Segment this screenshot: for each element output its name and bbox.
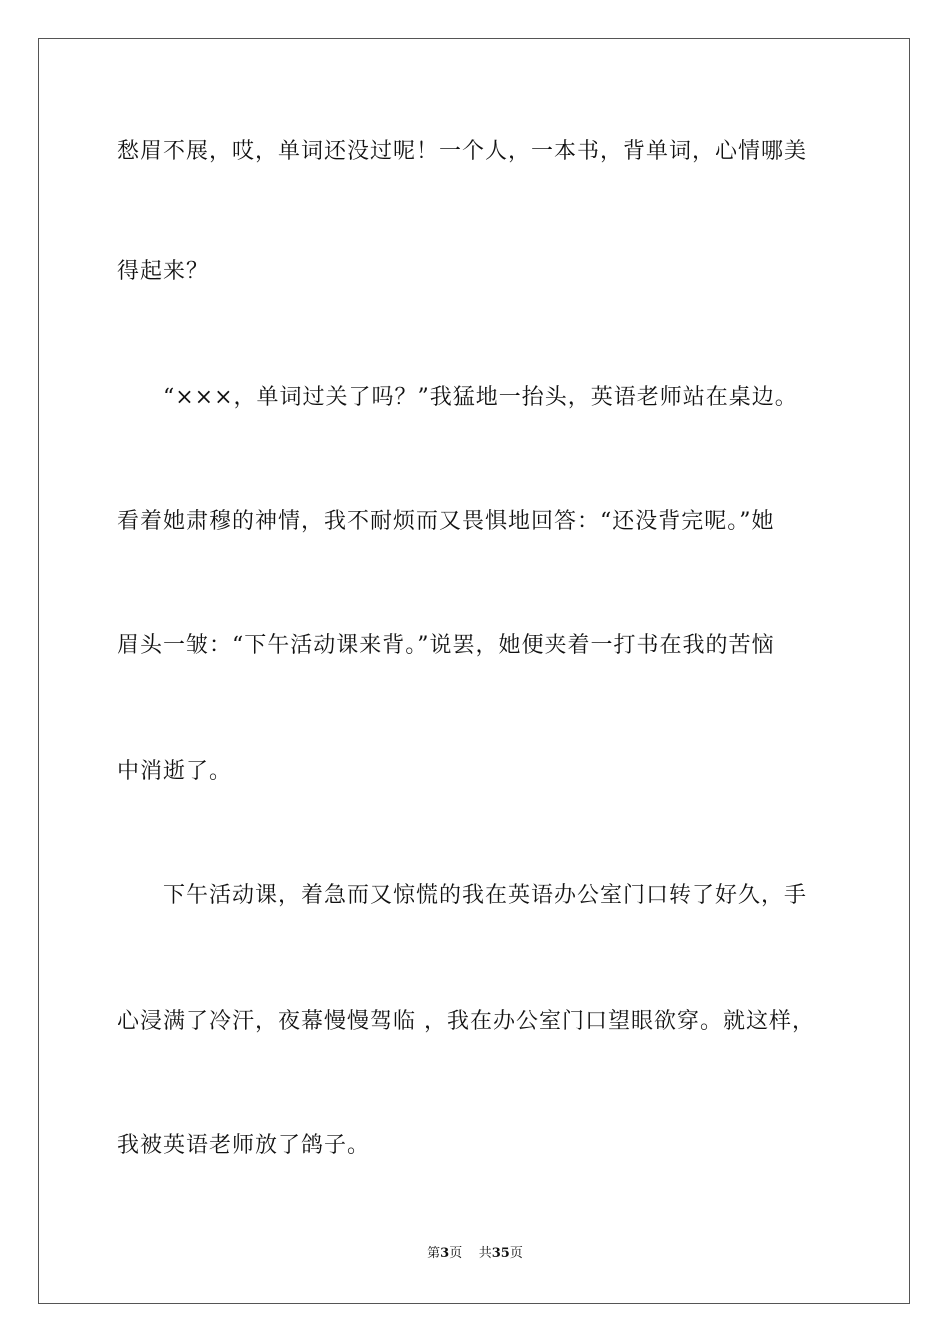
page-label-prefix: 第 [427, 1246, 441, 1261]
text-line-4: 看着她肃穆的神情，我不耐烦而又畏惧地回答：“还没背完呢。”她 [117, 509, 775, 534]
total-label-suffix: 页 [509, 1246, 523, 1261]
page-label-suffix: 页 [449, 1246, 463, 1261]
page-number: 3 [440, 1246, 450, 1261]
text-line-8: 心浸满了冷汗，夜幕慢慢驾临 ，我在办公室门口望眼欲穿。就这样， [117, 1009, 815, 1034]
text-line-3: “×××，单词过关了吗？”我猛地一抬头，英语老师站在桌边。 [163, 385, 798, 410]
text-line-7: 下午活动课，着急而又惊慌的我在英语办公室门口转了好久，手 [163, 883, 808, 908]
text-line-2: 得起来？ [117, 259, 210, 284]
text-line-6: 中消逝了。 [117, 759, 233, 784]
text-line-9: 我被英语老师放了鸽子。 [117, 1133, 371, 1158]
text-line-1: 愁眉不展，哎，单词还没过呢！一个人，一本书，背单词，心情哪美 [117, 139, 808, 164]
page-border [38, 38, 910, 1304]
text-line-5: 眉头一皱：“下午活动课来背。”说罢，她便夹着一打书在我的苦恼 [117, 633, 775, 658]
total-label-prefix: 共 [478, 1246, 492, 1261]
page-footer [0, 1245, 950, 1263]
total-pages: 35 [491, 1246, 510, 1261]
